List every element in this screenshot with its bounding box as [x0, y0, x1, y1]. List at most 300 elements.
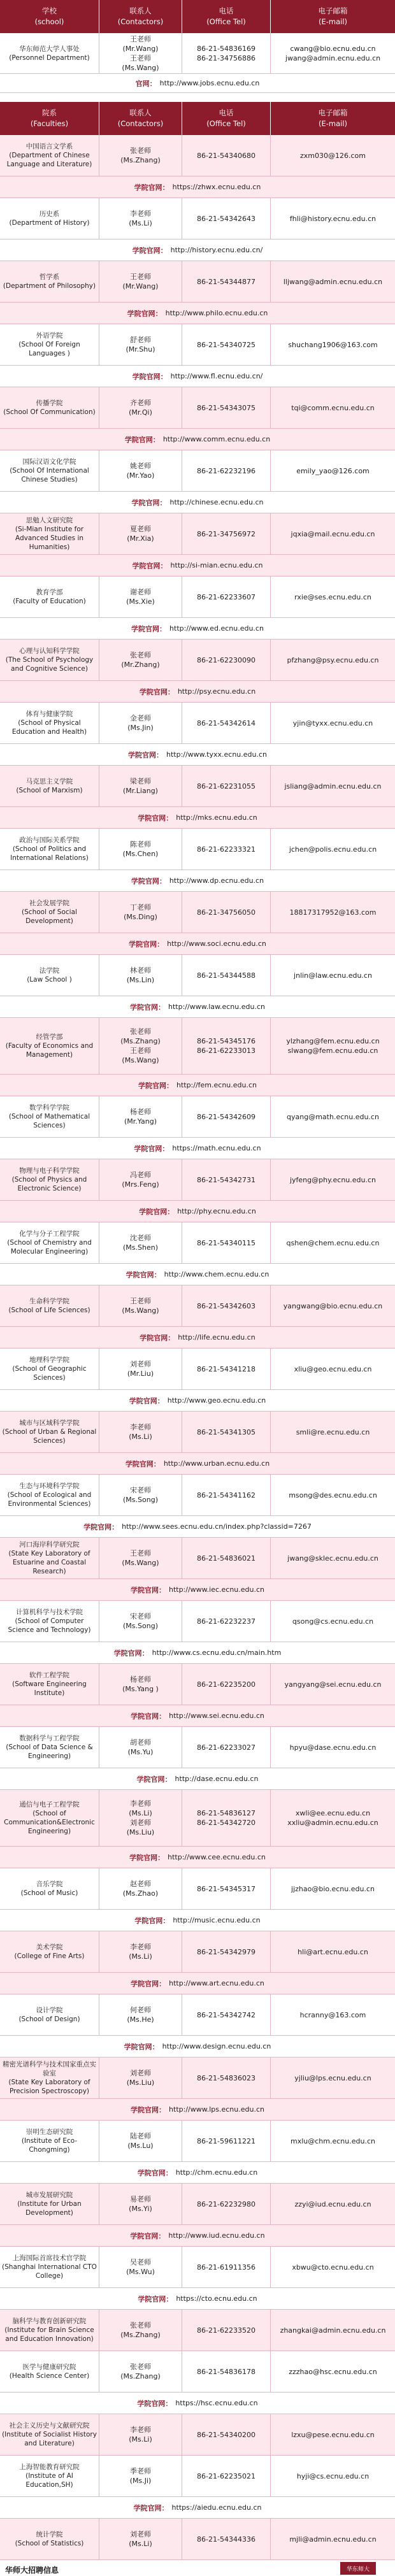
faculty-name-text-en: (Software Engineering Institute) [12, 1680, 87, 1697]
contact-cell [99, 766, 182, 806]
tel-cell-text: 86-21-62231055 [197, 782, 255, 791]
email-address[interactable]: fhli@history.ecnu.edu.cn [289, 214, 377, 223]
tel-cell-text: 86-21-62233027 [197, 1743, 255, 1752]
website-link[interactable]: https://zhwx.ecnu.edu.cn [172, 183, 261, 191]
faculty-name-text: 数据科学与工程学院 [19, 1735, 80, 1742]
contact-cell [99, 640, 182, 680]
faculty-name [0, 703, 99, 743]
website-link[interactable]: http://fem.ecnu.edu.cn [176, 1081, 257, 1089]
contact-cell-text: 林老师 [130, 966, 151, 975]
website-link[interactable]: http://www.philo.ecnu.edu.cn [165, 309, 268, 317]
column-header-label: 电子邮箱 [318, 6, 348, 15]
website-link[interactable]: http://www.design.ecnu.edu.cn [162, 2042, 271, 2050]
website-link[interactable]: http://history.ecnu.edu.cn/ [170, 246, 263, 254]
email-address[interactable]: slwang@fem.ecnu.edu.cn [287, 1047, 378, 1055]
website-link[interactable]: http://si-mian.ecnu.edu.cn [170, 561, 263, 569]
website-link[interactable]: https://hsc.ecnu.edu.cn [175, 2399, 258, 2407]
tel-cell [182, 33, 271, 73]
contact-name-en: (Ms.Wang) [122, 63, 159, 72]
website-row [0, 176, 395, 198]
website-row [0, 555, 395, 576]
contact-cell-text-en: (Ms.Li) [129, 1952, 152, 1961]
contact-cell-text: 宋老师 [130, 1612, 151, 1621]
website-label: 官网： [135, 79, 157, 88]
faculty-name-text: 河口海岸科学研究院 [19, 1541, 80, 1549]
faculty-name-text: 马克思主义学院 [25, 778, 73, 785]
website-link[interactable]: http://www.chem.ecnu.edu.cn [164, 1270, 269, 1278]
email-address[interactable]: ylzhang@fem.ecnu.edu.cn [286, 1037, 380, 1045]
website-label: 学院官网： [138, 813, 173, 822]
phone-number: 86-21-62233013 [197, 1047, 255, 1055]
email-cell [271, 576, 395, 617]
tel-cell [182, 1727, 271, 1768]
tel-cell-text: 86-21-54836023 [197, 2073, 255, 2082]
tel-cell [182, 2519, 271, 2559]
website-link[interactable]: http://www.cee.ecnu.edu.cn [168, 1853, 266, 1861]
tel-cell [182, 1285, 271, 1326]
column-header [182, 102, 271, 135]
tel-cell-text: 86-21-54341162 [197, 1491, 255, 1499]
email-address[interactable]: jnlin@law.ecnu.edu.cn [294, 971, 372, 980]
faculty-name [0, 1222, 99, 1263]
website-label: 学院官网： [126, 1270, 161, 1279]
email-cell [271, 261, 395, 302]
tel-cell [182, 324, 271, 365]
email-address[interactable]: yjin@tyxx.ecnu.edu.cn [292, 719, 373, 727]
email-address[interactable]: jyfeng@phy.ecnu.edu.cn [289, 1175, 377, 1184]
faculty-row [0, 1727, 395, 1768]
email-address[interactable]: qsong@cs.ecnu.edu.cn [292, 1617, 374, 1626]
contact-cell-text: 沈老师 [130, 1234, 151, 1242]
column-header-label: 学校 [42, 6, 57, 15]
faculty-name-text-en: (Shanghai International CTO College) [2, 2263, 97, 2280]
website-row [0, 933, 395, 955]
email-address[interactable]: mjli@admin.ecnu.edu.cn [289, 2535, 377, 2544]
website-link[interactable]: http://www.soci.ecnu.edu.cn [167, 940, 266, 948]
email-cell [271, 2519, 395, 2559]
email-address[interactable]: mxlu@chm.ecnu.edu.cn [291, 2136, 375, 2145]
faculty-name [0, 2121, 99, 2161]
website-row [0, 1327, 395, 1349]
contact-cell-text: 齐老师 [130, 399, 151, 407]
email-cell [271, 1931, 395, 1972]
website-row [0, 870, 395, 892]
faculty-name [0, 2351, 99, 2392]
email-cell [271, 2247, 395, 2287]
contact-name: 刘老师 [130, 1819, 151, 1827]
website-label: 学院官网： [130, 1585, 166, 1594]
tel-cell-text: 86-21-54340200 [197, 2430, 255, 2439]
contact-cell-text-en: (Ms.Lin) [126, 976, 155, 984]
faculty-row [0, 324, 395, 366]
faculty-name [0, 1159, 99, 1200]
email-address[interactable]: pfzhang@psy.ecnu.edu.cn [287, 655, 379, 664]
website-link[interactable]: http://www.ed.ecnu.edu.cn [169, 624, 264, 633]
website-label: 学院官网： [140, 1333, 175, 1342]
contact-cell-text-en: (Ms.Wang) [122, 1306, 159, 1315]
faculty-name [0, 2456, 99, 2496]
tel-cell-text: 86-21-62233520 [197, 2326, 255, 2335]
faculty-name-text: 物理与电子科学学院 [19, 1167, 80, 1175]
contact-cell-text-en: (Mr.Shu) [126, 345, 155, 354]
tel-cell [182, 1538, 271, 1578]
email-address[interactable]: xbwu@cto.ecnu.edu.cn [292, 2263, 374, 2272]
website-link[interactable]: http://www.jobs.ecnu.edu.cn [159, 79, 260, 87]
tel-cell [182, 450, 271, 491]
email-address[interactable]: smli@re.ecnu.edu.cn [296, 1428, 370, 1436]
contact-cell-text: 杨老师 [130, 1675, 151, 1684]
tel-cell-text: 86-21-54342614 [197, 719, 255, 727]
email-cell [271, 1412, 395, 1452]
website-link[interactable]: http://chm.ecnu.edu.cn [175, 2168, 258, 2177]
tel-cell-text: 86-21-62233321 [197, 845, 255, 854]
contact-cell [99, 1349, 182, 1389]
faculty-row [0, 1475, 395, 1516]
contact-cell-text-en: (Ms.Wang) [122, 1559, 159, 1567]
website-link[interactable]: http://www.tyxx.ecnu.edu.cn [166, 750, 267, 759]
email-address[interactable]: tqi@comm.ecnu.edu.cn [291, 403, 375, 412]
email-cell [271, 955, 395, 996]
website-label: 学院官网： [124, 2042, 159, 2051]
email-address[interactable]: yjliu@lps.ecnu.edu.cn [294, 2073, 371, 2082]
website-label: 学院官网： [137, 2399, 173, 2408]
email-address[interactable]: hyji@cs.ecnu.edu.cn [296, 2472, 370, 2480]
email-address[interactable]: shuchang1906@163.com [288, 340, 378, 349]
contact-cell-text-en: (Ms.Zhang) [120, 2331, 161, 2339]
university-logo: 华东师大 [340, 2562, 376, 2575]
tel-cell [182, 2351, 271, 2392]
tel-cell-text: 86-21-54342643 [197, 214, 255, 223]
contact-cell-text-en: (Mr.Qi) [129, 408, 152, 417]
email-address[interactable]: jsliang@admin.ecnu.edu.cn [284, 782, 382, 791]
contact-cell-text: 李老师 [130, 1423, 151, 1431]
faculty-name-text-en: (State Key Laboratory of Estuarine and Coastal Research) [8, 1550, 90, 1575]
email-address[interactable]: emily_yao@126.com [296, 466, 370, 475]
contact-cell-text-en: (Mr.Yang) [124, 1117, 157, 1126]
column-header-label-en: (school) [34, 17, 64, 26]
email-address[interactable]: jchen@polis.ecnu.edu.cn [289, 845, 377, 854]
email-address[interactable]: yangwang@bio.ecnu.edu.cn [283, 1301, 383, 1310]
tel-cell [182, 261, 271, 302]
website-link[interactable]: http://www.sees.ecnu.edu.cn/index.php?classid=7267 [122, 1522, 312, 1531]
contact-name: 李老师 [130, 1800, 151, 1808]
faculty-row [0, 1790, 395, 1847]
website-link[interactable]: http://life.ecnu.edu.cn [178, 1333, 255, 1342]
contact-cell-text-en: (Ms.Yu) [127, 1748, 154, 1756]
email-cell [271, 2121, 395, 2161]
website-label: 学院官网： [83, 1522, 119, 1531]
website-link[interactable]: http://www.sei.ecnu.edu.cn [169, 1712, 264, 1720]
faculty-name-text: 通信与电子工程学院 [19, 1801, 80, 1808]
email-address[interactable]: msong@des.ecnu.edu.cn [289, 1491, 377, 1499]
email-address[interactable]: hcranny@163.com [299, 2010, 366, 2019]
faculty-name [0, 450, 99, 491]
contact-cell [99, 1931, 182, 1972]
faculty-name-text-en: (School of Chemistry and Molecular Engineering) [7, 1239, 92, 1256]
email-address[interactable]: jwang@sklec.ecnu.edu.cn [287, 1554, 378, 1563]
contact-cell [99, 33, 182, 73]
tel-cell [182, 135, 271, 176]
faculty-row [0, 2310, 395, 2351]
faculty-name-text: 法学院 [39, 967, 60, 975]
faculty-name [0, 324, 99, 365]
tel-cell-text: 86-21-62232980 [197, 2200, 255, 2208]
faculty-name-text-en: (School of Statistics) [15, 2540, 84, 2547]
email-address[interactable]: jjzhao@bio.ecnu.edu.cn [291, 1884, 375, 1893]
website-label: 学院官网： [125, 1459, 161, 1468]
column-header-label-en: (Contactors) [117, 119, 164, 128]
contact-cell [99, 1018, 182, 1074]
column-header [182, 0, 271, 33]
website-row [0, 2162, 395, 2184]
contact-cell-text: 杨老师 [130, 1108, 151, 1116]
website-link[interactable]: http://www.dp.ecnu.edu.cn [169, 877, 264, 885]
contact-cell [99, 1096, 182, 1137]
contact-cell [99, 513, 182, 554]
column-header-label: 联系人 [129, 108, 152, 117]
faculty-name-text: 地理科学学院 [29, 1356, 69, 1364]
faculty-row [0, 1222, 395, 1264]
contact-cell-text: 丁老师 [130, 903, 151, 912]
faculty-name-text: 数学科学学院 [29, 1104, 69, 1112]
faculty-row [0, 1096, 395, 1138]
website-label: 学院官网： [131, 1712, 166, 1721]
faculty-name-text: 政治与国际关系学院 [19, 836, 80, 844]
website-link[interactable]: http://www.iec.ecnu.edu.cn [168, 1585, 265, 1594]
website-label: 学院官网： [134, 183, 169, 192]
contact-cell-text: 陈老师 [130, 840, 151, 848]
faculty-row [0, 703, 395, 744]
faculty-name-text-en: (School of Politics and International Relations) [10, 845, 89, 862]
email-address[interactable]: yangyang@sei.ecnu.edu.cn [284, 1680, 382, 1689]
email-cell [271, 33, 395, 73]
contact-cell-text: 王老师 [130, 1297, 151, 1305]
faculty-row [0, 1868, 395, 1910]
email-cell [271, 1349, 395, 1389]
faculty-name-text-en: (Health Science Center) [9, 2372, 90, 2380]
footer-text: 华师大招聘信息 [5, 2566, 59, 2575]
website-row [0, 744, 395, 766]
website-row [0, 618, 395, 640]
faculty-name-text-en: (School of Music) [20, 1889, 78, 1897]
contact-cell [99, 2414, 182, 2455]
website-label: 学院官网： [130, 1003, 166, 1012]
email-address[interactable]: zxm030@126.com [300, 151, 366, 160]
faculty-name-text-en: (School Of International Chinese Studies) [10, 467, 89, 483]
faculty-name-text-en: (School Of Foreign Languages ) [18, 341, 80, 357]
email-address[interactable]: jqxia@mail.ecnu.edu.cn [291, 529, 375, 538]
contact-cell [99, 1475, 182, 1515]
faculty-name-text-en: (Si-Mian Institute for Advanced Studies in Humanities) [15, 526, 84, 551]
tel-cell-text: 86-21-34756972 [197, 529, 255, 538]
faculty-row [0, 387, 395, 429]
email-address[interactable]: zzzhao@hsc.ecnu.edu.cn [289, 2367, 377, 2376]
email-cell [271, 387, 395, 428]
contact-cell-text-en: (Ms.Song) [123, 1496, 158, 1504]
website-row [0, 240, 395, 261]
email-address[interactable]: qshen@chem.ecnu.edu.cn [286, 1238, 380, 1247]
website-link[interactable]: http://www.comm.ecnu.edu.cn [162, 435, 271, 443]
faculty-name [0, 387, 99, 428]
contact-name: 王老师 [130, 34, 151, 43]
website-link[interactable]: http://phy.ecnu.edu.cn [177, 1207, 256, 1215]
faculty-name-text-en: (School of Urban & Regional Sciences) [2, 1428, 97, 1445]
contact-cell [99, 829, 182, 869]
website-label: 学院官网： [129, 1396, 164, 1405]
contact-cell-text-en: (Ms.Yang ) [122, 1685, 159, 1693]
email-cell [271, 450, 395, 491]
website-label: 学院官网： [139, 1207, 175, 1216]
website-row [0, 2099, 395, 2121]
website-link[interactable]: http://www.art.ecnu.edu.cn [169, 1979, 264, 1987]
tel-cell-text: 86-21-54343075 [197, 403, 255, 412]
faculty-name-text-en: (Institute for Urban Development) [17, 2200, 82, 2217]
website-label: 学院官网： [131, 1979, 166, 1988]
column-header-label-en: (Contactors) [117, 17, 164, 26]
faculty-row [0, 1349, 395, 1390]
contact-cell-text-en: (Ms.Li) [129, 2435, 152, 2444]
website-label: 学院官网： [132, 372, 168, 381]
website-row [0, 492, 395, 513]
faculty-name-text-en: (Department of Philosophy) [3, 282, 96, 290]
faculty-name-text: 教育学部 [36, 589, 63, 596]
email-cell [271, 1285, 395, 1326]
tel-cell-text: 86-21-54836021 [197, 1554, 255, 1563]
email-cell [271, 1601, 395, 1642]
faculty-row [0, 766, 395, 807]
column-header-label-en: (Office Tel) [206, 17, 246, 26]
contact-cell [99, 261, 182, 302]
website-row [0, 2036, 395, 2057]
tel-cell-text: 86-21-34756050 [197, 908, 255, 917]
contact-cell [99, 576, 182, 617]
email-address[interactable]: cwang@bio.ecnu.edu.cn [290, 44, 376, 53]
website-row [0, 1973, 395, 1994]
school-row [0, 33, 395, 74]
phone-number: 86-21-54342720 [197, 1819, 255, 1827]
tel-cell [182, 1096, 271, 1137]
email-cell [271, 2057, 395, 2098]
website-link[interactable]: http://music.ecnu.edu.cn [173, 1916, 261, 1924]
website-row [0, 996, 395, 1018]
email-address[interactable]: rxie@ses.ecnu.edu.cn [294, 592, 371, 601]
faculty-row [0, 1664, 395, 1705]
website-link[interactable]: https://aiedu.ecnu.edu.cn [171, 2503, 262, 2512]
email-address[interactable]: jwang@admin.ecnu.edu.cn [285, 54, 381, 62]
website-link[interactable]: http://www.lps.ecnu.edu.cn [169, 2105, 264, 2114]
faculty-name [0, 135, 99, 176]
email-address[interactable]: xxliu@admin.ecnu.edu.cn [287, 1819, 378, 1827]
contact-cell [99, 2247, 182, 2287]
contact-name-en: (Ms.Wang) [122, 1056, 159, 1064]
faculty-row [0, 450, 395, 492]
contact-cell-text-en: (Ms.Li) [129, 2540, 152, 2548]
column-header [271, 102, 395, 135]
faculty-name [0, 1285, 99, 1326]
website-link[interactable]: https://cto.ecnu.edu.cn [176, 2294, 257, 2303]
tel-cell-text: 86-21-54340115 [197, 1238, 255, 1247]
tel-cell [182, 1994, 271, 2035]
website-label: 学院官网： [127, 750, 163, 759]
tel-cell [182, 2310, 271, 2351]
tel-cell-text: 86-21-62235200 [197, 1680, 255, 1689]
column-header [0, 0, 99, 33]
website-link[interactable]: http://www.fl.ecnu.edu.cn/ [170, 372, 263, 380]
email-cell [271, 1018, 395, 1074]
email-address[interactable]: lljwang@admin.ecnu.edu.cn [283, 277, 383, 286]
website-link[interactable]: http://mks.ecnu.edu.cn [176, 813, 257, 822]
faculty-name-text: 医学与健康研究院 [22, 2363, 76, 2371]
website-link[interactable]: http://chinese.ecnu.edu.cn [169, 498, 264, 506]
contact-cell-text: 吴老师 [130, 2258, 151, 2266]
email-address[interactable]: 18817317952@163.com [289, 908, 377, 917]
contact-cell [99, 324, 182, 365]
website-label: 学院官网： [129, 1853, 165, 1862]
tel-cell [182, 1412, 271, 1452]
website-row [0, 1910, 395, 1931]
website-link[interactable]: https://math.ecnu.edu.cn [172, 1144, 261, 1152]
website-link[interactable]: http://dase.ecnu.edu.cn [175, 1775, 259, 1783]
contact-cell-text: 舒老师 [130, 336, 151, 344]
website-link[interactable]: http://www.cs.ecnu.edu.cn/main.htm [152, 1649, 282, 1657]
email-address[interactable]: hpyu@dase.ecnu.edu.cn [289, 1743, 377, 1752]
contact-cell [99, 2057, 182, 2098]
column-header [271, 0, 395, 33]
email-address[interactable]: xliu@geo.ecnu.edu.cn [294, 1364, 372, 1373]
website-link[interactable]: http://www.urban.ecnu.edu.cn [163, 1459, 270, 1468]
faculty-name [0, 2310, 99, 2351]
faculty-name-text: 社会发展学院 [29, 899, 69, 907]
contact-cell-text: 李老师 [130, 2426, 151, 2434]
contact-cell [99, 955, 182, 996]
email-address[interactable]: hli@art.ecnu.edu.cn [298, 1947, 368, 1956]
contact-cell-text-en: (Ms.Shen) [123, 1243, 158, 1252]
website-link[interactable]: http://www.law.ecnu.edu.cn [168, 1003, 265, 1011]
website-row [0, 303, 395, 324]
contact-cell [99, 135, 182, 176]
email-address[interactable]: xwli@ee.ecnu.edu.cn [295, 1809, 371, 1817]
faculty-name-text: 社会主义历史与文献研究院 [9, 2422, 90, 2429]
website-link[interactable]: http://www.iud.ecnu.edu.cn [168, 2231, 265, 2240]
website-link[interactable]: http://psy.ecnu.edu.cn [177, 687, 256, 696]
email-address[interactable]: zhangkai@admin.ecnu.edu.cn [280, 2326, 386, 2335]
faculty-row [0, 955, 395, 996]
faculty-name [0, 1538, 99, 1578]
faculty-row [0, 1412, 395, 1453]
email-address[interactable]: lzxu@pese.ecnu.edu.cn [291, 2430, 375, 2439]
contact-cell [99, 892, 182, 933]
email-cell [271, 1096, 395, 1137]
email-address[interactable]: qyang@math.ecnu.edu.cn [287, 1112, 379, 1121]
website-label: 学院官网： [133, 2503, 169, 2512]
contact-cell [99, 703, 182, 743]
faculty-name-text-en: (School Of Communication) [3, 408, 96, 416]
contact-cell-text: 胡老师 [130, 1738, 151, 1747]
contact-name-en: (Ms.Zhang) [120, 1037, 161, 1045]
column-header-label: 院系 [42, 108, 57, 117]
faculty-row [0, 640, 395, 681]
contact-cell-text: 刘老师 [130, 2530, 151, 2538]
faculty-name-text: 哲学系 [39, 273, 60, 281]
faculty-name-text: 设计学院 [36, 2007, 63, 2014]
email-cell [271, 1994, 395, 2035]
email-address[interactable]: zzyi@iud.ecnu.edu.cn [294, 2200, 371, 2208]
faculty-name [0, 1601, 99, 1642]
contact-cell [99, 450, 182, 491]
tel-cell [182, 1159, 271, 1200]
tel-cell-text: 86-21-54342609 [197, 1112, 255, 1121]
website-link[interactable]: http://www.geo.ecnu.edu.cn [167, 1396, 266, 1405]
